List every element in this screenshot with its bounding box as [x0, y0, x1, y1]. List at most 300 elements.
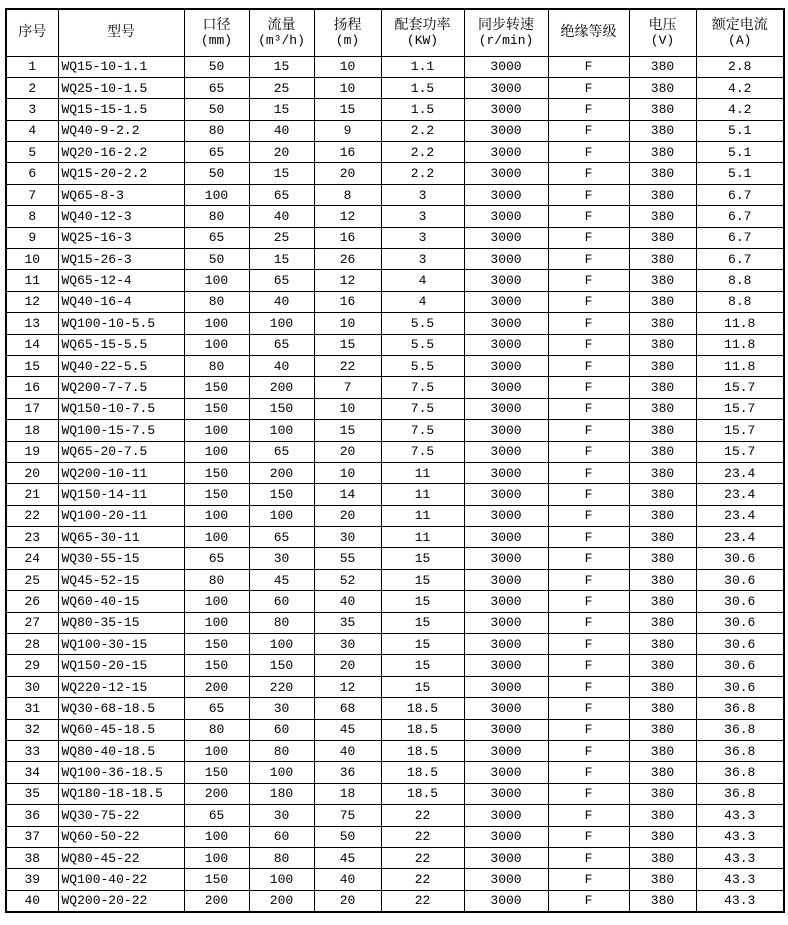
cell-serial: 2	[6, 77, 58, 98]
cell-model: WQ40-12-3	[58, 206, 184, 227]
cell-voltage: 380	[629, 783, 696, 804]
cell-serial: 10	[6, 249, 58, 270]
cell-insulation: F	[548, 291, 629, 312]
cell-head: 14	[314, 484, 381, 505]
cell-current: 23.4	[696, 484, 784, 505]
cell-power: 15	[381, 676, 464, 697]
cell-diameter: 100	[184, 441, 249, 462]
cell-speed: 3000	[464, 291, 548, 312]
cell-flow: 30	[249, 698, 314, 719]
header-serial	[6, 9, 58, 56]
cell-serial: 14	[6, 334, 58, 355]
cell-head: 16	[314, 227, 381, 248]
cell-power: 15	[381, 612, 464, 633]
cell-flow: 100	[249, 762, 314, 783]
cell-flow: 150	[249, 398, 314, 419]
cell-insulation: F	[548, 505, 629, 526]
cell-power: 2.2	[381, 142, 464, 163]
table-row	[6, 313, 784, 334]
cell-voltage: 380	[629, 634, 696, 655]
cell-current: 6.7	[696, 249, 784, 270]
cell-voltage: 380	[629, 655, 696, 676]
cell-model: WQ15-15-1.5	[58, 99, 184, 120]
cell-speed: 3000	[464, 377, 548, 398]
header-unit: (mm)	[200, 33, 233, 49]
cell-voltage: 380	[629, 569, 696, 590]
cell-model: WQ60-45-18.5	[58, 719, 184, 740]
cell-flow: 200	[249, 890, 314, 911]
cell-insulation: F	[548, 227, 629, 248]
table-row	[6, 591, 784, 612]
cell-serial: 32	[6, 719, 58, 740]
table-row	[6, 719, 784, 740]
cell-serial: 38	[6, 847, 58, 868]
cell-model: WQ150-10-7.5	[58, 398, 184, 419]
cell-voltage: 380	[629, 698, 696, 719]
table-row	[6, 698, 784, 719]
cell-voltage: 380	[629, 206, 696, 227]
cell-head: 20	[314, 655, 381, 676]
header-label: 配套功率	[394, 16, 451, 33]
cell-head: 9	[314, 120, 381, 141]
cell-voltage: 380	[629, 890, 696, 911]
header-label: 扬程	[333, 16, 362, 33]
cell-current: 30.6	[696, 655, 784, 676]
cell-insulation: F	[548, 762, 629, 783]
cell-head: 35	[314, 612, 381, 633]
cell-serial: 37	[6, 826, 58, 847]
cell-current: 30.6	[696, 591, 784, 612]
cell-serial: 36	[6, 805, 58, 826]
cell-head: 20	[314, 890, 381, 911]
cell-diameter: 150	[184, 398, 249, 419]
cell-speed: 3000	[464, 398, 548, 419]
cell-serial: 28	[6, 634, 58, 655]
table-row	[6, 120, 784, 141]
cell-speed: 3000	[464, 227, 548, 248]
cell-current: 15.7	[696, 398, 784, 419]
cell-speed: 3000	[464, 698, 548, 719]
cell-insulation: F	[548, 56, 629, 77]
cell-model: WQ45-52-15	[58, 569, 184, 590]
cell-model: WQ30-68-18.5	[58, 698, 184, 719]
cell-speed: 3000	[464, 184, 548, 205]
cell-voltage: 380	[629, 612, 696, 633]
cell-power: 3	[381, 227, 464, 248]
cell-speed: 3000	[464, 249, 548, 270]
cell-power: 18.5	[381, 741, 464, 762]
cell-diameter: 80	[184, 719, 249, 740]
cell-flow: 60	[249, 826, 314, 847]
cell-speed: 3000	[464, 676, 548, 697]
cell-power: 7.5	[381, 377, 464, 398]
cell-head: 68	[314, 698, 381, 719]
table-row	[6, 527, 784, 548]
cell-insulation: F	[548, 634, 629, 655]
cell-model: WQ100-36-18.5	[58, 762, 184, 783]
table-row	[6, 441, 784, 462]
cell-head: 10	[314, 462, 381, 483]
cell-flow: 40	[249, 291, 314, 312]
cell-flow: 15	[249, 99, 314, 120]
cell-head: 22	[314, 355, 381, 376]
cell-flow: 40	[249, 355, 314, 376]
cell-head: 10	[314, 398, 381, 419]
cell-model: WQ60-50-22	[58, 826, 184, 847]
cell-flow: 40	[249, 120, 314, 141]
cell-current: 5.1	[696, 163, 784, 184]
table-row	[6, 184, 784, 205]
cell-voltage: 380	[629, 847, 696, 868]
cell-serial: 30	[6, 676, 58, 697]
cell-diameter: 50	[184, 56, 249, 77]
cell-diameter: 150	[184, 634, 249, 655]
cell-current: 15.7	[696, 441, 784, 462]
table-row	[6, 291, 784, 312]
cell-current: 11.8	[696, 355, 784, 376]
cell-model: WQ200-20-22	[58, 890, 184, 911]
cell-voltage: 380	[629, 227, 696, 248]
cell-model: WQ65-30-11	[58, 527, 184, 548]
cell-diameter: 100	[184, 270, 249, 291]
cell-speed: 3000	[464, 441, 548, 462]
cell-current: 36.8	[696, 783, 784, 804]
cell-voltage: 380	[629, 313, 696, 334]
cell-current: 11.8	[696, 334, 784, 355]
header-diameter	[184, 9, 249, 56]
table-row	[6, 462, 784, 483]
cell-voltage: 380	[629, 591, 696, 612]
cell-speed: 3000	[464, 313, 548, 334]
header-head	[314, 9, 381, 56]
cell-flow: 30	[249, 548, 314, 569]
cell-diameter: 150	[184, 484, 249, 505]
cell-insulation: F	[548, 77, 629, 98]
cell-serial: 3	[6, 99, 58, 120]
cell-current: 43.3	[696, 847, 784, 868]
pump-spec-table	[5, 8, 785, 913]
cell-flow: 80	[249, 847, 314, 868]
cell-voltage: 380	[629, 398, 696, 419]
cell-insulation: F	[548, 99, 629, 120]
cell-diameter: 65	[184, 227, 249, 248]
table-row	[6, 334, 784, 355]
cell-voltage: 380	[629, 805, 696, 826]
header-unit: (m³/h)	[258, 33, 305, 49]
cell-flow: 65	[249, 527, 314, 548]
cell-insulation: F	[548, 484, 629, 505]
cell-serial: 7	[6, 184, 58, 205]
cell-power: 4	[381, 270, 464, 291]
cell-model: WQ80-45-22	[58, 847, 184, 868]
cell-voltage: 380	[629, 334, 696, 355]
cell-speed: 3000	[464, 805, 548, 826]
cell-speed: 3000	[464, 505, 548, 526]
table-row	[6, 420, 784, 441]
cell-power: 22	[381, 890, 464, 911]
cell-current: 2.8	[696, 56, 784, 77]
cell-head: 30	[314, 634, 381, 655]
cell-speed: 3000	[464, 270, 548, 291]
cell-current: 23.4	[696, 505, 784, 526]
header-speed	[464, 9, 548, 56]
cell-diameter: 200	[184, 676, 249, 697]
cell-flow: 30	[249, 805, 314, 826]
cell-serial: 23	[6, 527, 58, 548]
cell-speed: 3000	[464, 420, 548, 441]
cell-power: 22	[381, 805, 464, 826]
cell-head: 45	[314, 847, 381, 868]
cell-power: 15	[381, 634, 464, 655]
cell-diameter: 100	[184, 505, 249, 526]
header-label: 口径	[202, 16, 231, 33]
table-body	[6, 56, 784, 912]
table-row	[6, 805, 784, 826]
cell-insulation: F	[548, 142, 629, 163]
cell-head: 12	[314, 676, 381, 697]
cell-insulation: F	[548, 698, 629, 719]
cell-head: 16	[314, 291, 381, 312]
cell-voltage: 380	[629, 869, 696, 890]
table-row	[6, 163, 784, 184]
cell-voltage: 380	[629, 676, 696, 697]
cell-head: 16	[314, 142, 381, 163]
cell-insulation: F	[548, 313, 629, 334]
cell-power: 5.5	[381, 313, 464, 334]
header-unit: (m)	[335, 33, 360, 49]
header-label: 型号	[107, 24, 135, 40]
cell-model: WQ100-40-22	[58, 869, 184, 890]
cell-power: 18.5	[381, 762, 464, 783]
cell-flow: 100	[249, 634, 314, 655]
cell-flow: 220	[249, 676, 314, 697]
table-row	[6, 484, 784, 505]
cell-diameter: 65	[184, 77, 249, 98]
header-power	[381, 9, 464, 56]
cell-insulation: F	[548, 741, 629, 762]
cell-flow: 100	[249, 869, 314, 890]
cell-insulation: F	[548, 441, 629, 462]
cell-head: 20	[314, 505, 381, 526]
cell-diameter: 100	[184, 527, 249, 548]
cell-diameter: 50	[184, 99, 249, 120]
cell-head: 10	[314, 313, 381, 334]
cell-current: 43.3	[696, 890, 784, 911]
cell-flow: 65	[249, 441, 314, 462]
cell-voltage: 380	[629, 377, 696, 398]
header-label: 电压	[648, 16, 677, 33]
cell-speed: 3000	[464, 56, 548, 77]
cell-speed: 3000	[464, 591, 548, 612]
cell-speed: 3000	[464, 634, 548, 655]
cell-speed: 3000	[464, 890, 548, 911]
cell-model: WQ25-10-1.5	[58, 77, 184, 98]
cell-head: 45	[314, 719, 381, 740]
cell-serial: 24	[6, 548, 58, 569]
cell-model: WQ60-40-15	[58, 591, 184, 612]
cell-voltage: 380	[629, 527, 696, 548]
cell-insulation: F	[548, 355, 629, 376]
cell-power: 18.5	[381, 698, 464, 719]
cell-speed: 3000	[464, 612, 548, 633]
cell-model: WQ65-15-5.5	[58, 334, 184, 355]
table-row	[6, 634, 784, 655]
cell-diameter: 100	[184, 334, 249, 355]
table-row	[6, 548, 784, 569]
cell-model: WQ220-12-15	[58, 676, 184, 697]
cell-voltage: 380	[629, 719, 696, 740]
cell-flow: 45	[249, 569, 314, 590]
cell-power: 7.5	[381, 441, 464, 462]
cell-power: 22	[381, 826, 464, 847]
header-label: 流量	[267, 16, 296, 33]
cell-power: 3	[381, 184, 464, 205]
cell-insulation: F	[548, 783, 629, 804]
cell-current: 43.3	[696, 826, 784, 847]
table-row	[6, 655, 784, 676]
cell-power: 5.5	[381, 355, 464, 376]
cell-model: WQ15-10-1.1	[58, 56, 184, 77]
cell-current: 6.7	[696, 227, 784, 248]
cell-serial: 40	[6, 890, 58, 911]
table-row	[6, 762, 784, 783]
cell-speed: 3000	[464, 355, 548, 376]
header-voltage	[629, 9, 696, 56]
cell-serial: 8	[6, 206, 58, 227]
cell-current: 30.6	[696, 676, 784, 697]
cell-head: 20	[314, 163, 381, 184]
cell-power: 15	[381, 548, 464, 569]
cell-diameter: 65	[184, 698, 249, 719]
cell-power: 5.5	[381, 334, 464, 355]
cell-serial: 21	[6, 484, 58, 505]
cell-voltage: 380	[629, 420, 696, 441]
cell-power: 15	[381, 591, 464, 612]
cell-diameter: 100	[184, 612, 249, 633]
cell-power: 18.5	[381, 719, 464, 740]
table-row	[6, 355, 784, 376]
cell-flow: 100	[249, 313, 314, 334]
cell-voltage: 380	[629, 184, 696, 205]
table-row	[6, 56, 784, 77]
cell-flow: 100	[249, 505, 314, 526]
table-row	[6, 612, 784, 633]
cell-diameter: 150	[184, 462, 249, 483]
cell-serial: 16	[6, 377, 58, 398]
cell-power: 4	[381, 291, 464, 312]
header-unit: (A)	[728, 33, 752, 49]
cell-current: 36.8	[696, 741, 784, 762]
cell-current: 15.7	[696, 420, 784, 441]
cell-insulation: F	[548, 826, 629, 847]
cell-head: 40	[314, 869, 381, 890]
cell-voltage: 380	[629, 505, 696, 526]
cell-model: WQ15-20-2.2	[58, 163, 184, 184]
cell-current: 11.8	[696, 313, 784, 334]
cell-flow: 40	[249, 206, 314, 227]
cell-power: 1.5	[381, 77, 464, 98]
cell-diameter: 150	[184, 762, 249, 783]
table-row	[6, 676, 784, 697]
cell-diameter: 100	[184, 847, 249, 868]
cell-current: 30.6	[696, 548, 784, 569]
cell-serial: 12	[6, 291, 58, 312]
cell-current: 6.7	[696, 206, 784, 227]
table-row	[6, 206, 784, 227]
cell-voltage: 380	[629, 120, 696, 141]
cell-serial: 20	[6, 462, 58, 483]
cell-voltage: 380	[629, 462, 696, 483]
cell-power: 2.2	[381, 120, 464, 141]
table-row	[6, 890, 784, 911]
cell-flow: 200	[249, 377, 314, 398]
cell-model: WQ25-16-3	[58, 227, 184, 248]
cell-insulation: F	[548, 163, 629, 184]
cell-voltage: 380	[629, 484, 696, 505]
cell-speed: 3000	[464, 847, 548, 868]
cell-voltage: 380	[629, 163, 696, 184]
table-row	[6, 270, 784, 291]
cell-flow: 60	[249, 719, 314, 740]
cell-voltage: 380	[629, 99, 696, 120]
cell-model: WQ65-12-4	[58, 270, 184, 291]
cell-diameter: 65	[184, 142, 249, 163]
cell-serial: 19	[6, 441, 58, 462]
cell-voltage: 380	[629, 142, 696, 163]
cell-insulation: F	[548, 270, 629, 291]
cell-head: 55	[314, 548, 381, 569]
cell-model: WQ150-20-15	[58, 655, 184, 676]
cell-flow: 150	[249, 655, 314, 676]
cell-current: 4.2	[696, 99, 784, 120]
cell-insulation: F	[548, 249, 629, 270]
cell-insulation: F	[548, 527, 629, 548]
cell-voltage: 380	[629, 548, 696, 569]
cell-head: 50	[314, 826, 381, 847]
cell-head: 20	[314, 441, 381, 462]
cell-diameter: 65	[184, 805, 249, 826]
cell-flow: 25	[249, 227, 314, 248]
cell-model: WQ20-16-2.2	[58, 142, 184, 163]
cell-serial: 25	[6, 569, 58, 590]
cell-insulation: F	[548, 548, 629, 569]
cell-current: 5.1	[696, 120, 784, 141]
cell-serial: 26	[6, 591, 58, 612]
table-row	[6, 826, 784, 847]
header-unit: (KW)	[406, 33, 439, 49]
cell-current: 30.6	[696, 634, 784, 655]
cell-power: 3	[381, 206, 464, 227]
cell-diameter: 150	[184, 377, 249, 398]
cell-model: WQ200-7-7.5	[58, 377, 184, 398]
cell-insulation: F	[548, 377, 629, 398]
cell-current: 36.8	[696, 762, 784, 783]
cell-model: WQ150-14-11	[58, 484, 184, 505]
cell-power: 11	[381, 462, 464, 483]
cell-power: 2.2	[381, 163, 464, 184]
cell-serial: 35	[6, 783, 58, 804]
cell-diameter: 50	[184, 163, 249, 184]
cell-insulation: F	[548, 398, 629, 419]
cell-voltage: 380	[629, 77, 696, 98]
cell-insulation: F	[548, 206, 629, 227]
cell-model: WQ100-10-5.5	[58, 313, 184, 334]
cell-flow: 100	[249, 420, 314, 441]
cell-head: 75	[314, 805, 381, 826]
header-label: 序号	[18, 24, 47, 40]
cell-speed: 3000	[464, 569, 548, 590]
header-label: 同步转速	[478, 16, 534, 33]
